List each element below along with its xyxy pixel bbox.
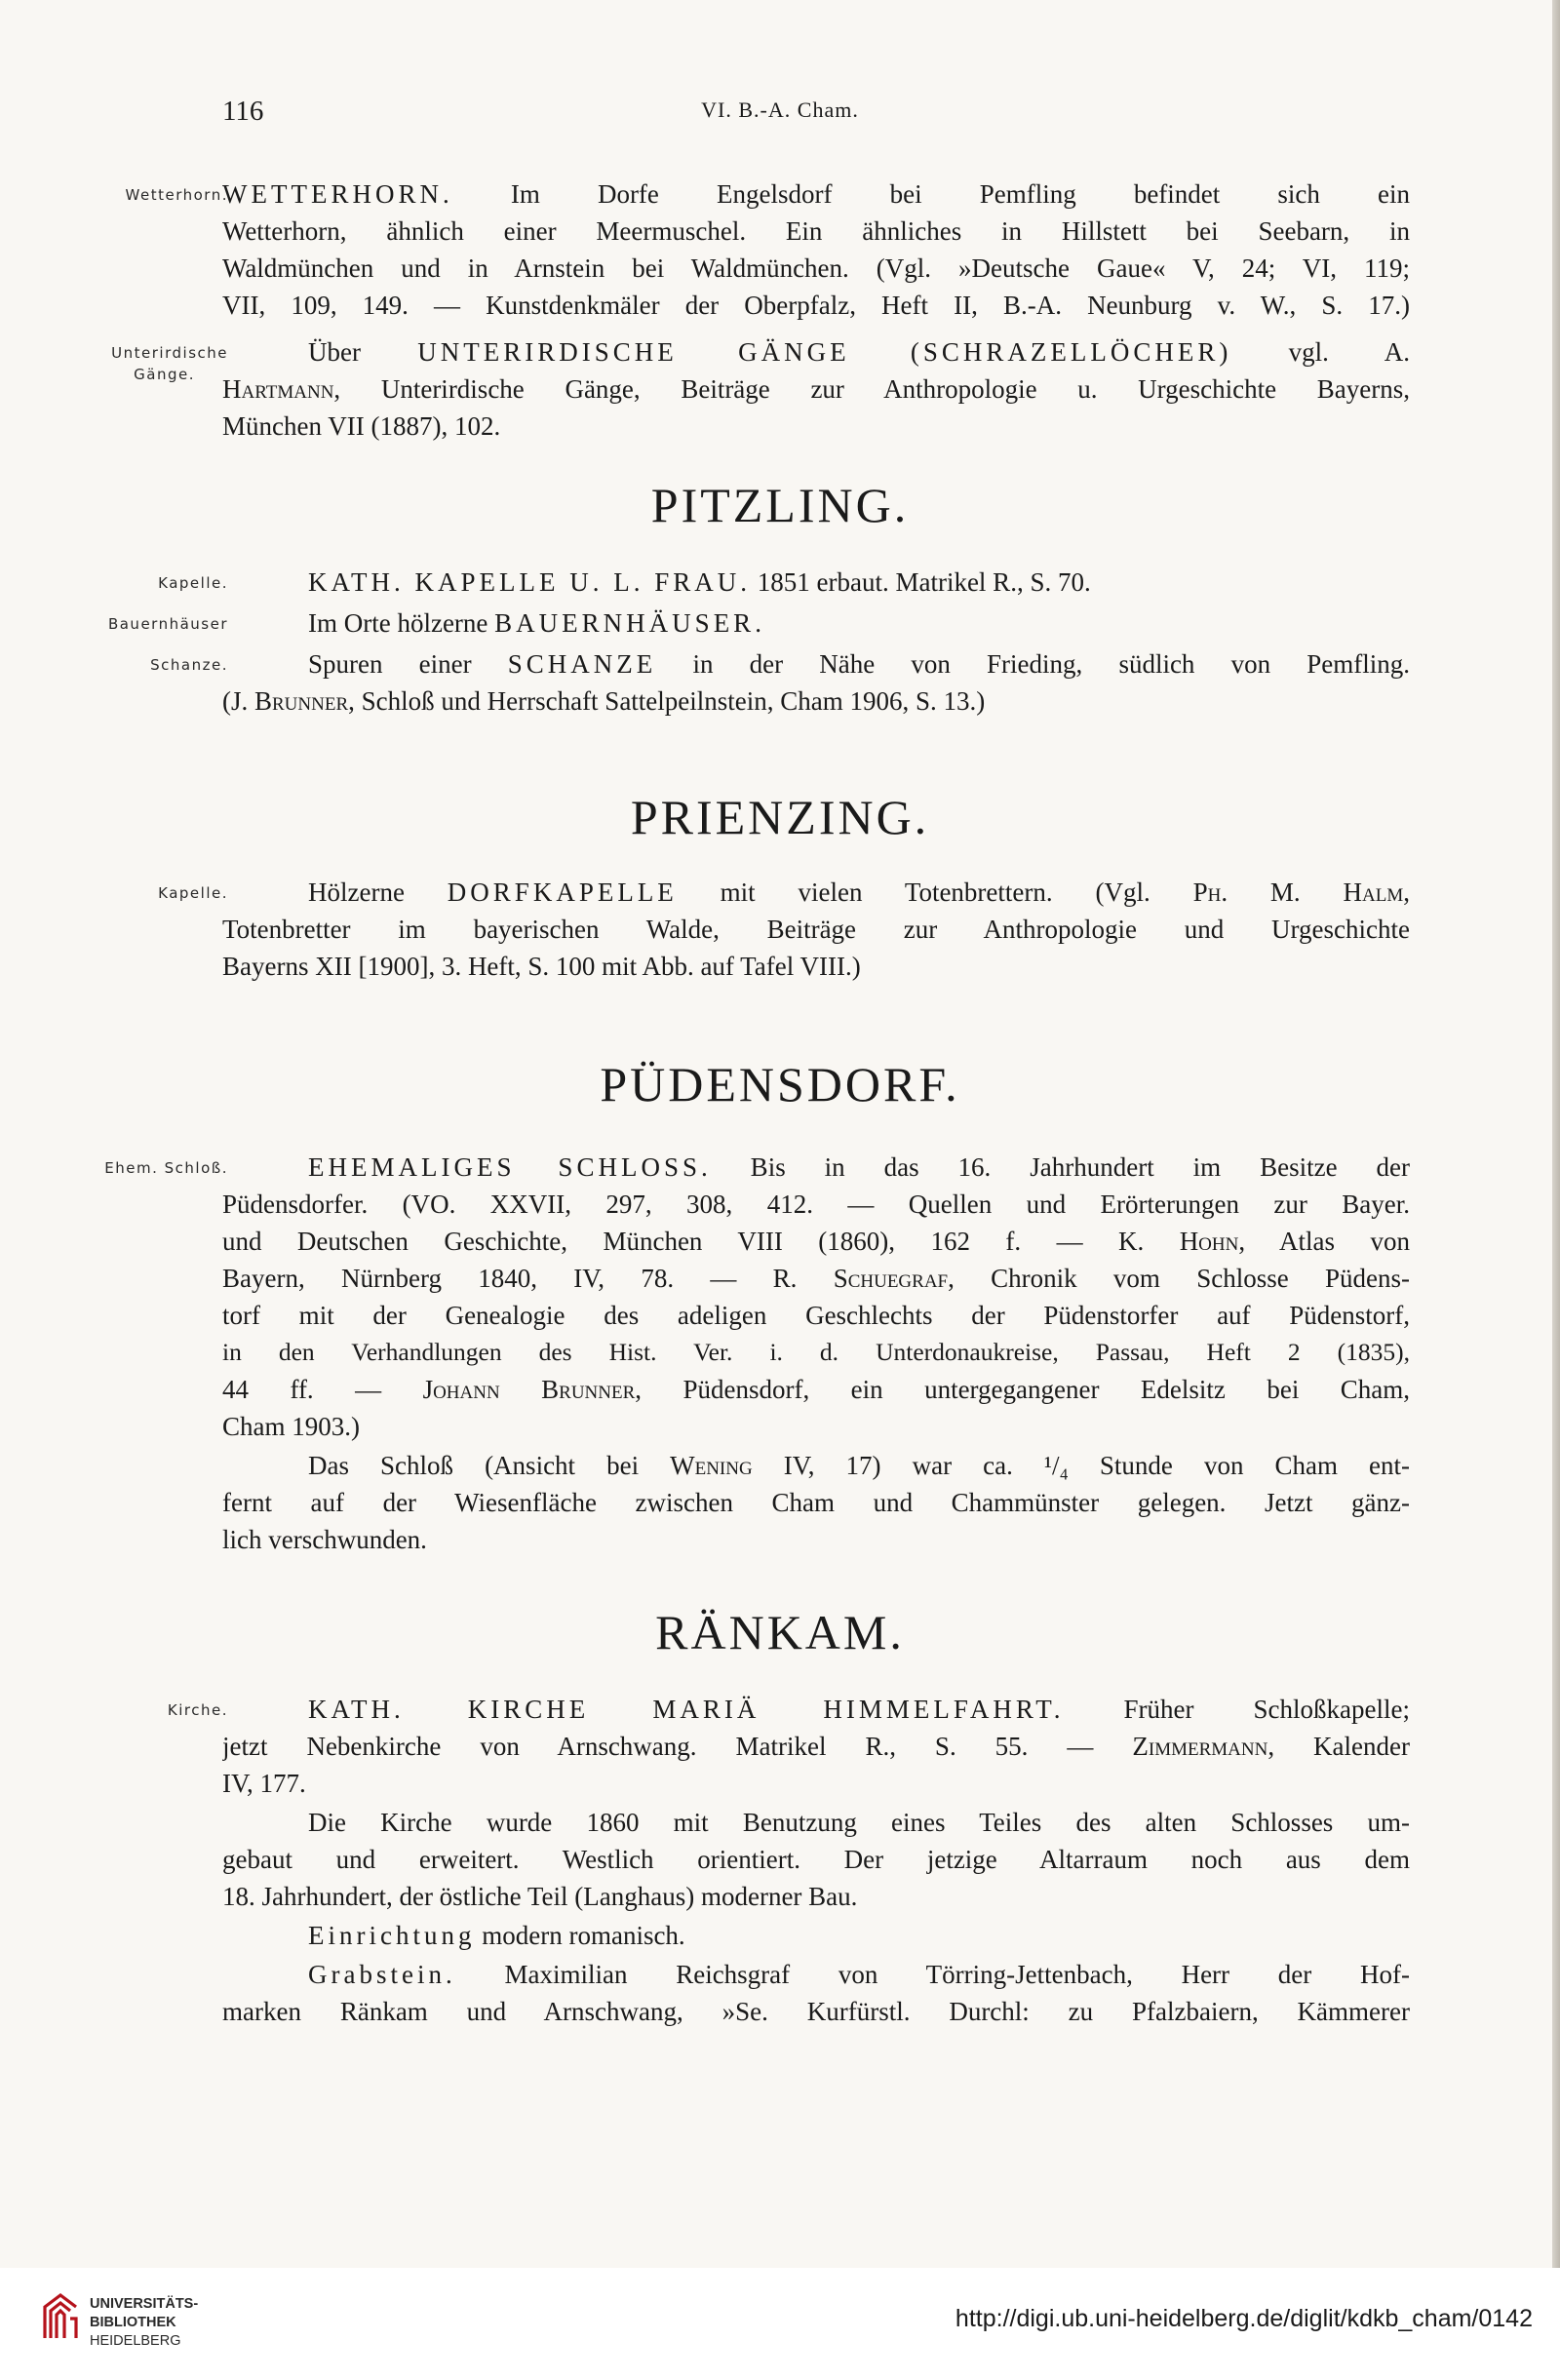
text-span: Früher Schloßkapelle;: [1064, 1695, 1410, 1724]
text-line: lich verschwunden.: [222, 1525, 427, 1554]
text-line: [222, 1260, 1410, 1297]
heading-raenkam: RÄNKAM.: [655, 1605, 905, 1659]
text-line: [308, 1691, 1410, 1728]
margin-note-kapelle: Kapelle.: [158, 574, 228, 592]
text-span: 1851 erbaut. Matrikel R., S. 70.: [751, 567, 1091, 597]
library-name: [90, 2295, 198, 2351]
spaced-term: KATH. KIRCHE MARIÄ HIMMELFAHRT.: [308, 1695, 1065, 1724]
margin-note-unterirdische: Unterirdische: [111, 344, 228, 362]
text-line: [308, 1149, 1410, 1186]
heading-prienzing: PRIENZING.: [630, 790, 930, 844]
library-name-line: HEIDELBERG: [90, 2333, 181, 2349]
margin-note-kapelle: Kapelle.: [158, 884, 228, 902]
spaced-term: BAUERNHÄUSER.: [494, 608, 765, 638]
text-span: Bayern, Nürnberg 1840, IV, 78. — R.: [222, 1264, 834, 1293]
margin-note-schanze: Schanze.: [150, 656, 228, 674]
running-head: [0, 96, 1560, 135]
text-line: Waldmünchen und in Arnstein bei Waldmünchen. (Vgl. »Deutsche Gaue« V, 24; VI, 119;: [222, 254, 1410, 283]
text-line: IV, 177.: [222, 1769, 306, 1798]
text-line: [308, 1956, 1410, 1993]
text-line: München VII (1887), 102.: [222, 411, 501, 441]
text-line: [222, 176, 1410, 213]
spaced-term: DORFKAPELLE: [447, 878, 678, 907]
margin-note-wetterhorn: Wetterhorn.: [125, 186, 228, 204]
text-line: Cham 1903.): [222, 1412, 360, 1441]
text-span: Das Schloß (Ansicht bei: [308, 1451, 671, 1480]
margin-note-ehem-schloss: Ehem. Schloß.: [104, 1159, 228, 1177]
margin-note-gaenge: Gänge.: [134, 366, 195, 383]
text-line: marken Ränkam und Arnschwang, »Se. Kurfürstl. Durchl: zu Pfalzbaiern, Kämmerer: [222, 1997, 1410, 2026]
text-line: Püdensdorfer. (VO. XXVII, 297, 308, 412. — Quellen und Erörterungen zur Bayer.: [222, 1190, 1410, 1219]
text-line: Totenbretter im bayerischen Walde, Beiträge zur Anthropologie und Urgeschichte: [222, 915, 1410, 944]
spaced-term: UNTERIRDISCHE GÄNGE (SCHRAZELLÖCHER): [417, 337, 1232, 367]
heading-pitzling: PITZLING.: [650, 478, 910, 532]
author-name: Wening: [670, 1451, 753, 1480]
text-line: VII, 109, 149. — Kunstdenkmäler der Oberpfalz, Heft II, B.-A. Neunburg v. W., S. 17.): [222, 291, 1410, 320]
spaced-term: WETTERHORN.: [222, 179, 453, 209]
text-span: und Deutschen Geschichte, München VIII (1860), 162 f. — K.: [222, 1227, 1180, 1256]
author-name: Zimmermann: [1132, 1732, 1268, 1761]
text-span: , Unterirdische Gänge, Beiträge zur Anthropologie u. Urgeschichte Bayerns,: [333, 374, 1410, 404]
text-span: , Püdensdorf, ein untergegangener Edelsitz bei Cham,: [635, 1375, 1410, 1404]
library-name-line: BIBLIOTHEK: [90, 2315, 176, 2330]
text-span: in der Nähe von Frieding, südlich von Pemfling.: [656, 649, 1410, 679]
text-span: ,: [1403, 878, 1410, 907]
text-span: , Chronik vom Schlosse Püdens-: [948, 1264, 1410, 1293]
text-line: [222, 683, 1410, 720]
spaced-term: SCHANZE: [507, 649, 657, 679]
text-line: torf mit der Genealogie des adeligen Geschlechts der Püdenstorfer auf Püdenstorf,: [222, 1301, 1410, 1330]
text-line: Wetterhorn, ähnlich einer Meermuschel. Ein ähnliches in Hillstett bei Seebarn, in: [222, 216, 1410, 246]
text-line: [308, 874, 1410, 911]
text-span: IV, 17) war ca. ¹/₄ Stunde von Cham ent-: [752, 1451, 1410, 1480]
source-url-link[interactable]: http://digi.ub.uni-heidelberg.de/diglit/kdkb_cham/0142: [955, 2305, 1533, 2332]
text-line: [308, 605, 1410, 642]
author-name: Hohn: [1179, 1227, 1239, 1256]
text-line: [222, 1371, 1410, 1408]
library-name-line: UNIVERSITÄTS-: [90, 2296, 199, 2312]
text-line: Bayerns XII [1900], 3. Heft, S. 100 mit Abb. auf Tafel VIII.): [222, 952, 861, 981]
running-title: VI. B.-A. Cham.: [701, 98, 859, 122]
text-span: mit vielen Totenbrettern. (Vgl.: [677, 878, 1193, 907]
text-span: (J.: [222, 686, 254, 716]
heading-puedensdorf: PÜDENSDORF.: [600, 1057, 960, 1112]
text-span: Über: [308, 337, 418, 367]
text-span: Bis in das 16. Jahrhundert im Besitze der: [711, 1152, 1410, 1182]
text-line: [222, 1728, 1410, 1765]
author-name: Johann Brunner: [422, 1375, 636, 1404]
text-line: [222, 371, 1410, 408]
author-name: Hartmann: [222, 374, 334, 404]
author-name: Schuegraf: [833, 1264, 949, 1293]
text-line: 18. Jahrhundert, der östliche Teil (Langhaus) moderner Bau.: [222, 1882, 858, 1911]
text-span: modern romanisch.: [475, 1921, 685, 1950]
text-line: gebaut und erweitert. Westlich orientiert. Der jetzige Altarraum noch aus dem: [222, 1845, 1410, 1874]
text-span: Im Orte hölzerne: [308, 608, 495, 638]
text-span: Im Dorfe Engelsdorf bei Pemfling befindet sich ein: [452, 179, 1410, 209]
margin-note-bauernhaeuser: Bauernhäuser: [107, 615, 228, 633]
text-line: [308, 1447, 1410, 1484]
page-number: 116: [222, 96, 264, 127]
text-span: jetzt Nebenkirche von Arnschwang. Matrikel R., S. 55. —: [222, 1732, 1133, 1761]
text-line: [222, 1223, 1410, 1260]
text-span: , Kalender: [1268, 1732, 1410, 1761]
text-line: [308, 645, 1410, 683]
text-line: in den Verhandlungen des Hist. Ver. i. d. Unterdonaukreise, Passau, Heft 2 (1835),: [222, 1338, 1410, 1366]
spaced-term: Grabstein.: [308, 1960, 456, 1989]
spaced-term: EHEMALIGES SCHLOSS.: [308, 1152, 712, 1182]
text-span: , Schloß und Herrschaft Sattelpeilnstein, Cham 1906, S. 13.): [348, 686, 986, 716]
author-name: Ph. M. Halm: [1192, 878, 1404, 907]
text-span: 44 ff. —: [222, 1375, 423, 1404]
author-name: Brunner: [254, 686, 349, 716]
text-span: Hölzerne: [308, 878, 448, 907]
text-span: Spuren einer: [308, 649, 508, 679]
spaced-term: Einrichtung: [308, 1921, 476, 1950]
text-span: , Atlas von: [1238, 1227, 1410, 1256]
footer-bar: [0, 2268, 1560, 2380]
margin-note-kirche: Kirche.: [167, 1701, 228, 1719]
ub-heidelberg-logo-icon: [39, 2289, 82, 2344]
page-edge: [1552, 0, 1560, 2268]
text-line: [308, 333, 1410, 371]
text-line: [308, 564, 1410, 601]
text-line: [308, 1917, 1410, 1954]
text-line: Die Kirche wurde 1860 mit Benutzung eines Teiles des alten Schlosses um-: [308, 1808, 1410, 1837]
text-span: Maximilian Reichsgraf von Törring-Jettenbach, Herr der Hof-: [455, 1960, 1410, 1989]
text-line: fernt auf der Wiesenfläche zwischen Cham und Chammünster gelegen. Jetzt gänz-: [222, 1488, 1410, 1517]
text-span: vgl. A.: [1231, 337, 1410, 367]
spaced-term: KATH. KAPELLE U. L. FRAU.: [308, 567, 751, 597]
